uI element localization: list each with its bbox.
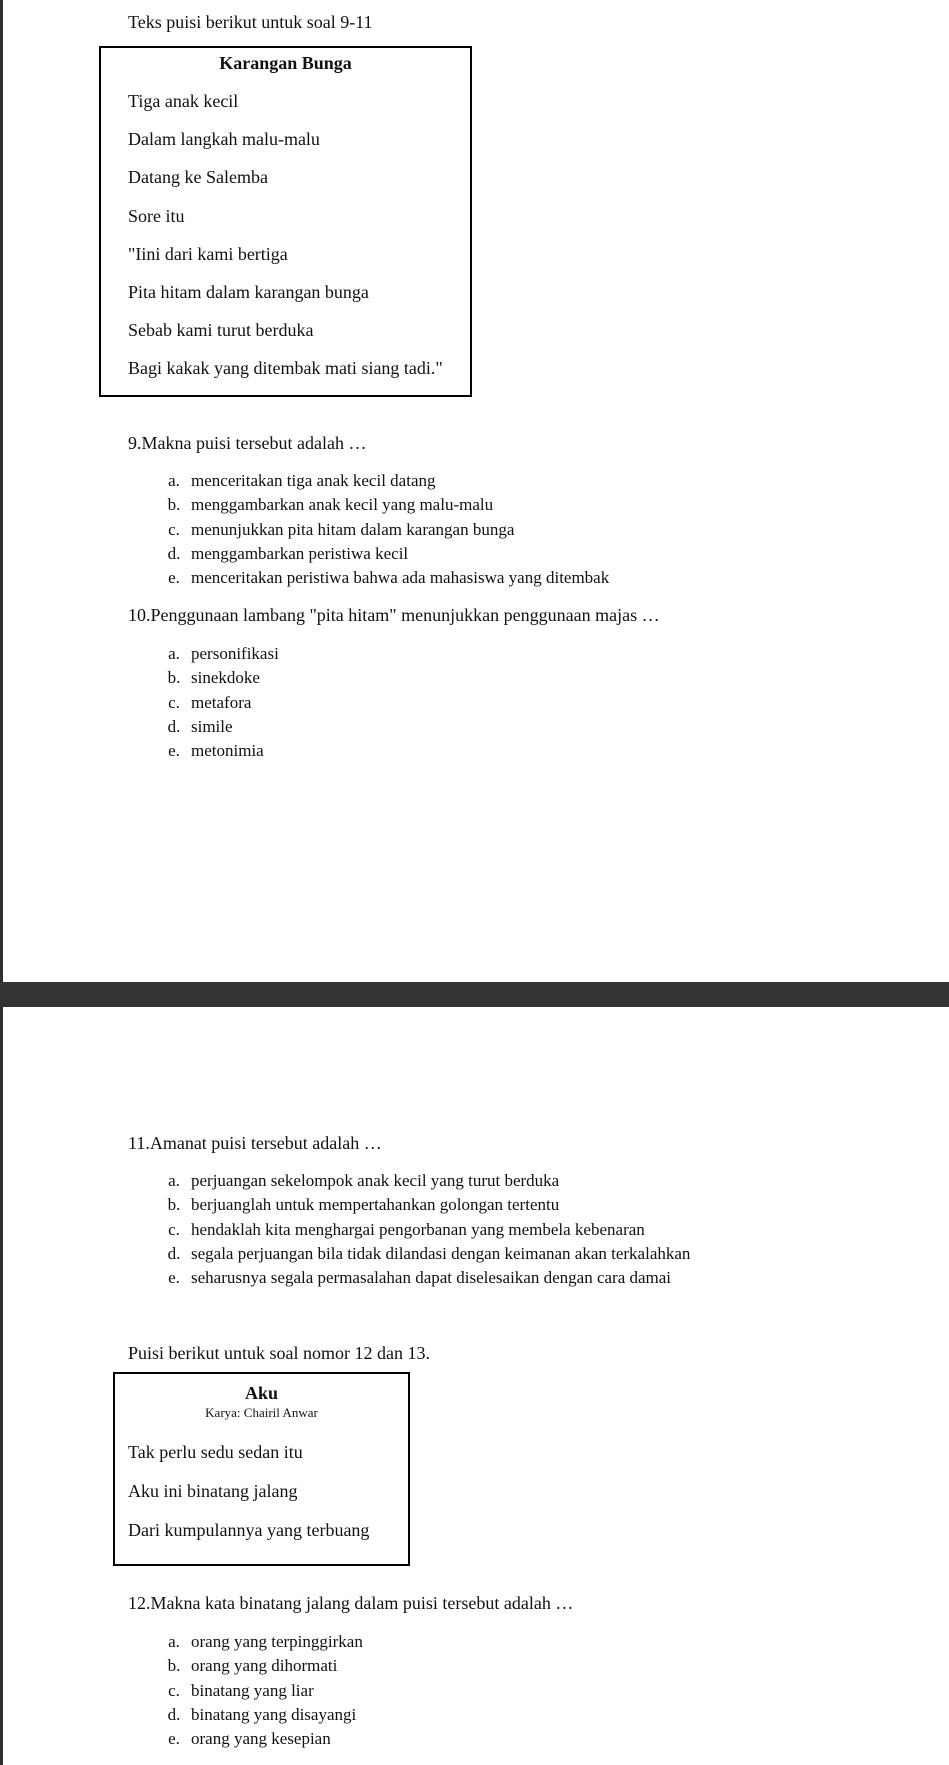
option-text: seharusnya segala permasalahan dapat diselesaikan dengan cara damai <box>191 1268 672 1288</box>
poem-box-aku <box>113 1372 410 1566</box>
poem-line: Bagi kakak yang ditembak mati siang tadi." <box>128 358 443 378</box>
poem-line: Sore itu <box>128 206 185 226</box>
question-9: 9.Makna puisi tersebut adalah … <box>128 433 367 453</box>
option-letter: e. <box>168 741 180 761</box>
option-letter: a. <box>168 1632 180 1651</box>
option-text: perjuangan sekelompok anak kecil yang turut berduka <box>191 1171 560 1190</box>
option-12c[interactable] <box>157 1679 363 1703</box>
poem-title: Aku <box>244 1383 279 1403</box>
poem-intro-9-11: Teks puisi berikut untuk soal 9-11 <box>128 12 373 32</box>
page-break-separator <box>0 982 949 1007</box>
option-text: binatang yang liar <box>191 1680 314 1700</box>
option-letter: a. <box>168 471 180 490</box>
option-text: orang yang terpinggirkan <box>191 1632 363 1651</box>
option-11a[interactable] <box>157 1169 690 1193</box>
option-10b[interactable] <box>157 666 279 690</box>
question-11: 11.Amanat puisi tersebut adalah … <box>128 1133 382 1153</box>
option-text: menggambarkan peristiwa kecil <box>191 543 409 563</box>
poem-line: "Iini dari kami bertiga <box>128 244 288 264</box>
poem-title: Karangan Bunga <box>219 53 352 73</box>
option-letter: d. <box>167 1243 181 1263</box>
poem-line: Pita hitam dalam karangan bunga <box>128 282 369 302</box>
poem-line: Tak perlu sedu sedan itu <box>128 1442 303 1462</box>
question-10: 10.Penggunaan lambang "pita hitam" menunjukkan penggunaan majas … <box>128 605 660 625</box>
option-letter: a. <box>168 1171 180 1190</box>
option-10c[interactable] <box>157 691 279 715</box>
option-9d[interactable] <box>157 542 609 566</box>
poem-line: Tiga anak kecil <box>128 91 239 111</box>
option-letter: d. <box>167 543 181 563</box>
option-text: sinekdoke <box>191 668 260 688</box>
poem-intro-12-13: Puisi berikut untuk soal nomor 12 dan 13. <box>128 1343 430 1363</box>
option-letter: b. <box>167 1656 181 1676</box>
option-10e[interactable] <box>157 739 279 763</box>
option-11b[interactable] <box>157 1193 690 1217</box>
option-letter: b. <box>167 668 181 688</box>
option-10d[interactable] <box>157 715 279 739</box>
option-text: menunjukkan pita hitam dalam karangan bunga <box>191 519 515 539</box>
option-letter: d. <box>167 716 181 736</box>
options-question-9 <box>157 469 609 590</box>
poem-line: Sebab kami turut berduka <box>128 320 314 340</box>
option-letter: b. <box>167 1195 181 1215</box>
option-letter: c. <box>168 692 180 712</box>
option-text: simile <box>191 716 233 736</box>
option-text: personifikasi <box>191 644 279 663</box>
option-12d[interactable] <box>157 1703 363 1727</box>
poem-author: Karya: Chairil Anwar <box>205 1405 318 1420</box>
options-question-12 <box>157 1630 363 1751</box>
option-9e[interactable] <box>157 566 609 590</box>
option-letter: e. <box>168 1268 180 1288</box>
option-text: menceritakan tiga anak kecil datang <box>191 471 436 490</box>
option-text: metafora <box>191 692 252 712</box>
option-letter: c. <box>168 1219 180 1239</box>
question-12: 12.Makna kata binatang jalang dalam puisi tersebut adalah … <box>128 1593 574 1613</box>
option-text: menceritakan peristiwa bahwa ada mahasiswa yang ditembak <box>191 568 610 588</box>
option-text: segala perjuangan bila tidak dilandasi dengan keimanan akan terkalahkan <box>191 1243 691 1263</box>
page-left-border <box>0 0 3 1765</box>
option-text: metonimia <box>191 741 264 761</box>
option-9b[interactable] <box>157 493 609 517</box>
option-letter: b. <box>167 495 181 515</box>
poem-box-karangan-bunga <box>99 46 472 397</box>
option-letter: c. <box>168 1680 180 1700</box>
option-letter: e. <box>168 568 180 588</box>
option-letter: a. <box>168 644 180 663</box>
option-letter: e. <box>168 1729 180 1749</box>
options-question-10 <box>157 642 279 763</box>
option-text: orang yang kesepian <box>191 1729 331 1749</box>
option-text: berjuanglah untuk mempertahankan golongan tertentu <box>191 1195 560 1215</box>
option-letter: d. <box>167 1704 181 1724</box>
option-text: orang yang dihormati <box>191 1656 338 1676</box>
poem-line: Datang ke Salemba <box>128 167 268 187</box>
option-12e[interactable] <box>157 1727 363 1751</box>
option-10a[interactable] <box>157 642 279 666</box>
option-9a[interactable] <box>157 469 609 493</box>
option-text: hendaklah kita menghargai pengorbanan yang membela kebenaran <box>191 1219 645 1239</box>
option-11e[interactable] <box>157 1266 690 1290</box>
option-letter: c. <box>168 519 180 539</box>
option-11d[interactable] <box>157 1242 690 1266</box>
poem-line: Aku ini binatang jalang <box>128 1481 298 1501</box>
poem-line: Dari kumpulannya yang terbuang <box>128 1520 370 1540</box>
option-11c[interactable] <box>157 1218 690 1242</box>
option-text: menggambarkan anak kecil yang malu-malu <box>191 495 494 515</box>
poem-line: Dalam langkah malu-malu <box>128 129 320 149</box>
option-text: binatang yang disayangi <box>191 1704 357 1724</box>
option-9c[interactable] <box>157 518 609 542</box>
option-12b[interactable] <box>157 1654 363 1678</box>
option-12a[interactable] <box>157 1630 363 1654</box>
options-question-11 <box>157 1169 690 1290</box>
